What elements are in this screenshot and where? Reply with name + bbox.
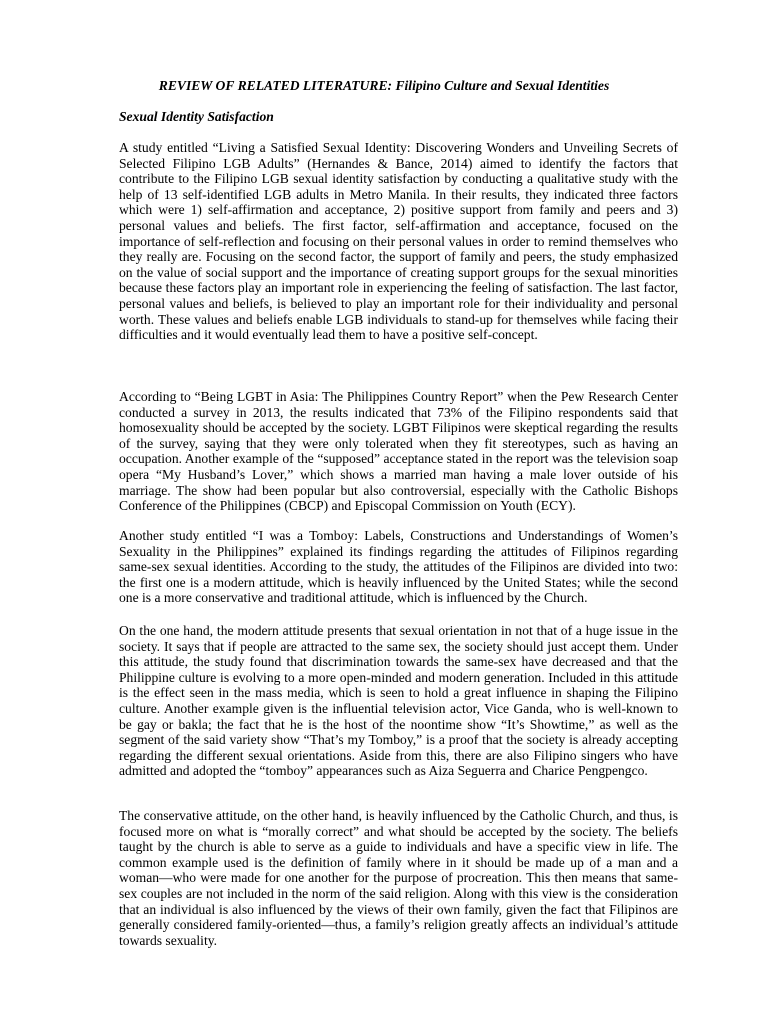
section-heading: Sexual Identity Satisfaction [119,109,274,124]
paragraph-tomboy-study: Another study entitled “I was a Tomboy: Labels, Constructions and Understandings of Women’s Sexuality in the Philippines” explained its findings regarding the attitudes of Filipinos regarding same-sex sexual identities. According to the study, the attitudes of the Filipinos are divided into two: the first one is a modern attitude, which is heavily influenced by the United States; while the second one is a more conservative and traditional attitude, which is influenced by the Church. [119,528,678,606]
paragraph-modern-attitude: On the one hand, the modern attitude presents that sexual orientation in not that of a huge issue in the society. It says that if people are attracted to the same sex, the society should just accept them. Under this attitude, the study found that discrimination towards the same-sex have decreased and that the Philippine culture is evolving to a more open-minded and modern generation. Included in this attitude is the effect seen in the mass media, which is seen to hold a great influence in shaping the Filipino culture. Another example given is the influential television actor, Vice Ganda, who is well-known to be gay or bakla; the fact that he is the host of the noontime show “It’s Showtime,” as well as the segment of the said variety show “That’s my Tomboy,” is a proof that the society is already accepting regarding the different sexual orientations. Aside from this, there are also Filipino singers who have admitted and adopted the “tomboy” appearances such as Aiza Seguerra and Charice Pengpengco. [119,623,678,779]
paragraph-conservative-attitude: The conservative attitude, on the other hand, is heavily influenced by the Catholic Church, and thus, is focused more on what is “morally correct” and what should be accepted by the society. The beliefs taught by the church is able to serve as a guide to individuals and have a specific view in life. The common example used is the definition of family where in it should be made up of a man and a woman—who were made for one another for the purpose of procreation. This then means that same-sex couples are not included in the norm of the said religion. Along with this view is the consideration that an individual is also influenced by the views of their own family, given the fact that Filipinos are generally considered family-oriented—thus, a family’s religion greatly affects an individual’s attitude towards sexuality. [119,808,678,948]
document-title: REVIEW OF RELATED LITERATURE: Filipino Culture and Sexual Identities [158,78,610,93]
paragraph-sexual-identity-study: A study entitled “Living a Satisfied Sexual Identity: Discovering Wonders and Unveiling Secrets of Selected Filipino LGB Adults” (Hernandes & Bance, 2014) aimed to identify the factors that contribute to the Filipino LGB sexual identity satisfaction by conducting a qualitative study with the help of 13 self-identified LGB adults in Metro Manila. In their results, they indicated three factors which were 1) self-affirmation and acceptance, 2) positive support from family and peers and 3) personal values and beliefs. The first factor, self-affirmation and acceptance, focused on the importance of self-reflection and focusing on their personal values in order to remind themselves who they really are. Focusing on the second factor, the support of family and peers, the study emphasized on the value of social support and the importance of creating support groups for the sexual minorities because these factors play an important role in experiencing the feeling of satisfaction. The last factor, personal values and beliefs, is believed to play an important role for their individuality and personal worth. These values and beliefs enable LGB individuals to stand-up for themselves while facing their difficulties and it would eventually lead them to have a positive self-concept. [119,140,678,343]
paragraph-pew-survey: According to “Being LGBT in Asia: The Philippines Country Report” when the Pew Research Center conducted a survey in 2013, the results indicated that 73% of the Filipino respondents said that homosexuality should be accepted by the society. LGBT Filipinos were skeptical regarding the results of the survey, saying that they were only tolerated when they fit stereotypes, such as having an occupation. Another example of the “supposed” acceptance stated in the report was the television soap opera “My Husband’s Lover,” which shows a married man having a male lover outside of his marriage. The show had been popular but also controversial, especially with the Catholic Bishops Conference of the Philippines (CBCP) and Episcopal Commission on Youth (ECY). [119,389,678,514]
